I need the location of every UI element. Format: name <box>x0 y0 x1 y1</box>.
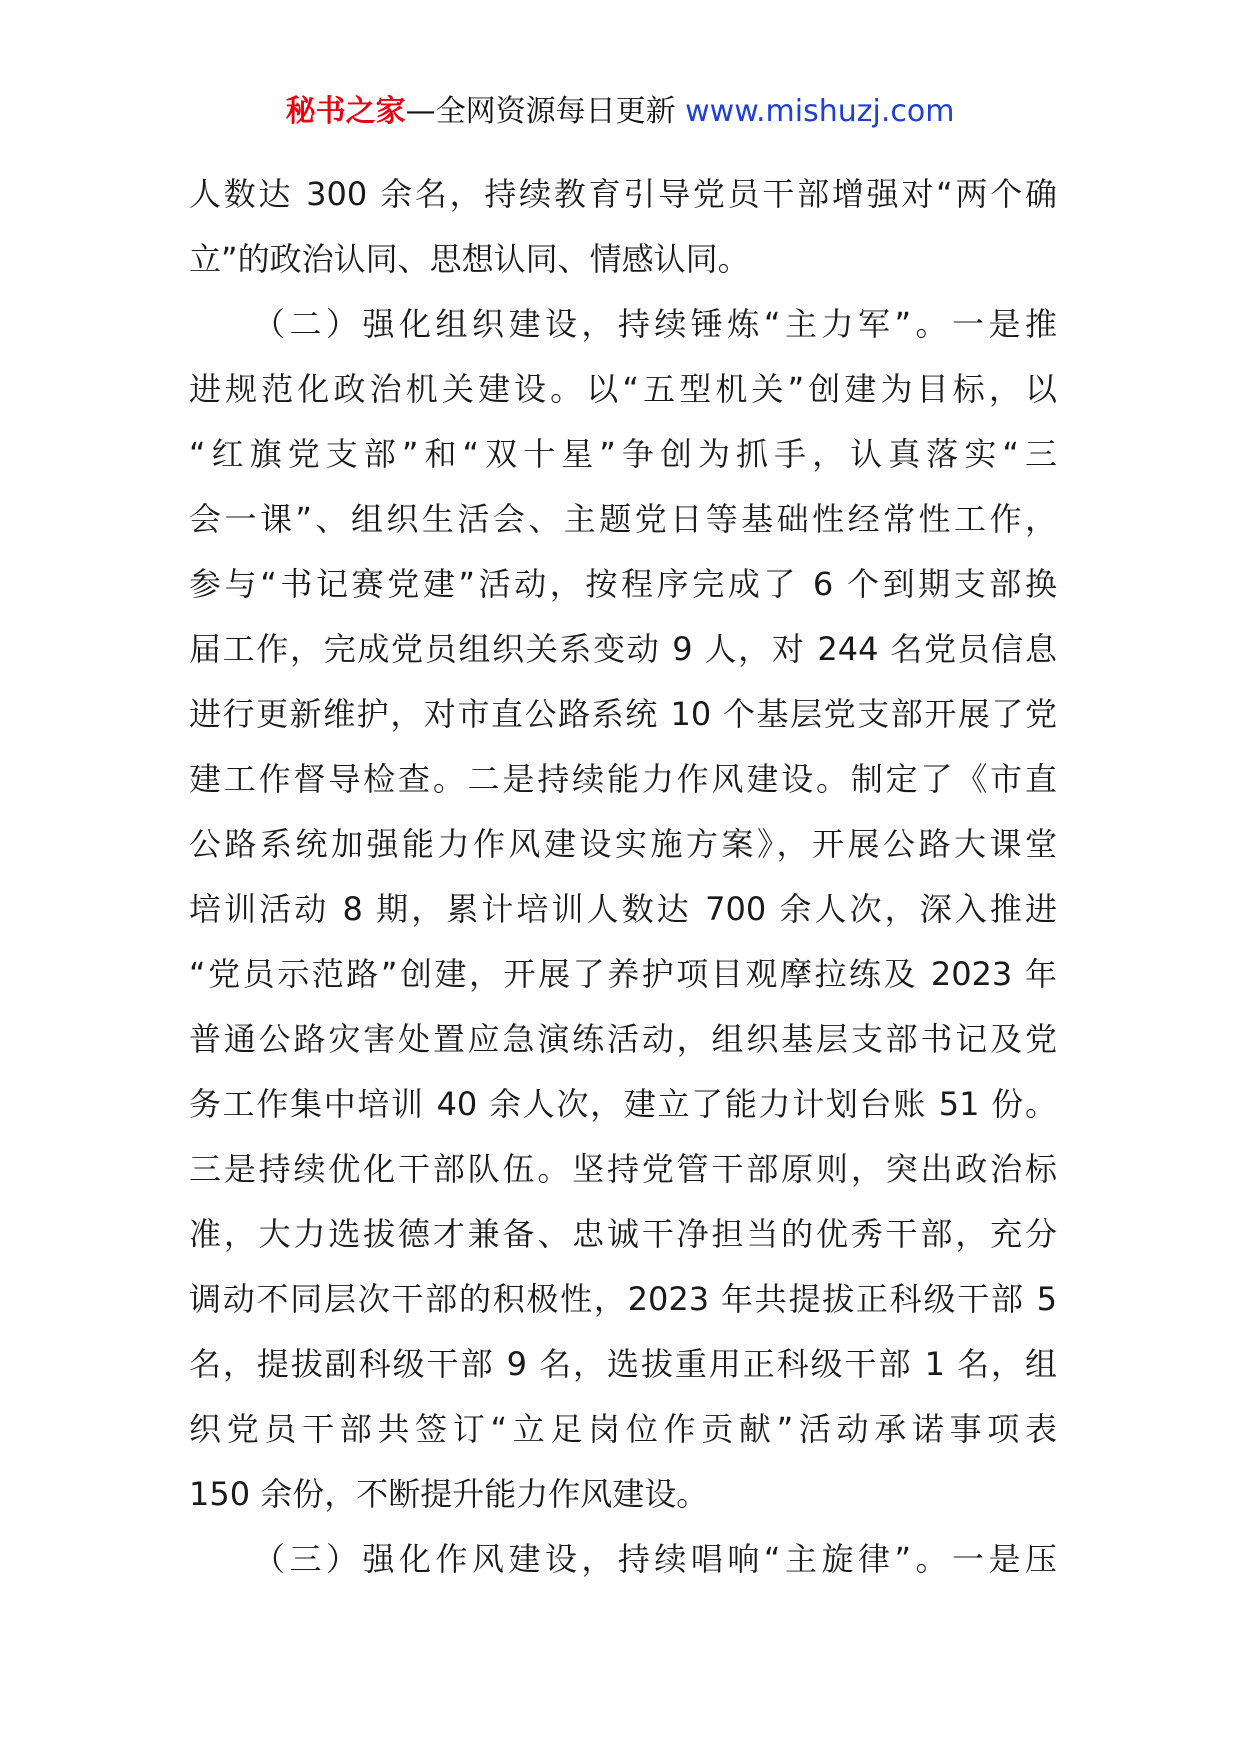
text-line: 参与“书记赛党建”活动，按程序完成了 6 个到期支部换 <box>189 565 1057 603</box>
text-line: 名，提拔副科级干部 9 名，选拔重用正科级干部 1 名，组 <box>189 1345 1057 1383</box>
section-heading-line: （三）强化作风建设，持续唱响“主旋律”。一是压 <box>253 1540 1057 1578</box>
text-line: “党员示范路”创建，开展了养护项目观摩拉练及 2023 年 <box>189 955 1057 993</box>
text-line: 三是持续优化干部队伍。坚持党管干部原则，突出政治标 <box>189 1150 1057 1188</box>
text-line: 务工作集中培训 40 余人次，建立了能力计划台账 51 份。 <box>189 1085 1057 1123</box>
text-line: 进规范化政治机关建设。以“五型机关”创建为目标，以 <box>189 370 1057 408</box>
header-url-link[interactable]: www.mishuzj.com <box>685 94 955 129</box>
text-line: 织党员干部共签订“立足岗位作贡献”活动承诺事项表 <box>189 1410 1057 1448</box>
text-line: 人数达 300 余名，持续教育引导党员干部增强对“两个确 <box>189 175 1057 213</box>
text-line: 150 余份，不断提升能力作风建设。 <box>189 1475 709 1513</box>
text-line: 普通公路灾害处置应急演练活动，组织基层支部书记及党 <box>189 1020 1057 1058</box>
section-heading-line: （二）强化组织建设，持续锤炼“主力军”。一是推 <box>253 305 1057 343</box>
text-line: 立”的政治认同、思想认同、情感认同。 <box>189 240 750 278</box>
header-tagline: —全网资源每日更新 <box>405 94 686 129</box>
text-line: 会一课”、组织生活会、主题党日等基础性经常性工作， <box>189 500 1057 538</box>
text-line: 准，大力选拔德才兼备、忠诚干净担当的优秀干部，充分 <box>189 1215 1057 1253</box>
text-line: 建工作督导检查。二是持续能力作风建设。制定了《市直 <box>189 760 1057 798</box>
text-line: 培训活动 8 期，累计培训人数达 700 余人次，深入推进 <box>189 890 1057 928</box>
watermark-header <box>0 92 1240 132</box>
text-line: 调动不同层次干部的积极性，2023 年共提拔正科级干部 5 <box>189 1280 1057 1318</box>
text-line: 进行更新维护，对市直公路系统 10 个基层党支部开展了党 <box>189 695 1057 733</box>
document-body <box>189 162 1057 1592</box>
header-brand: 秘书之家 <box>285 94 406 129</box>
text-line: 公路系统加强能力作风建设实施方案》，开展公路大课堂 <box>189 825 1057 863</box>
text-line: “红旗党支部”和“双十星”争创为抓手，认真落实“三 <box>189 435 1057 473</box>
text-line: 届工作，完成党员组织关系变动 9 人，对 244 名党员信息 <box>189 630 1057 668</box>
